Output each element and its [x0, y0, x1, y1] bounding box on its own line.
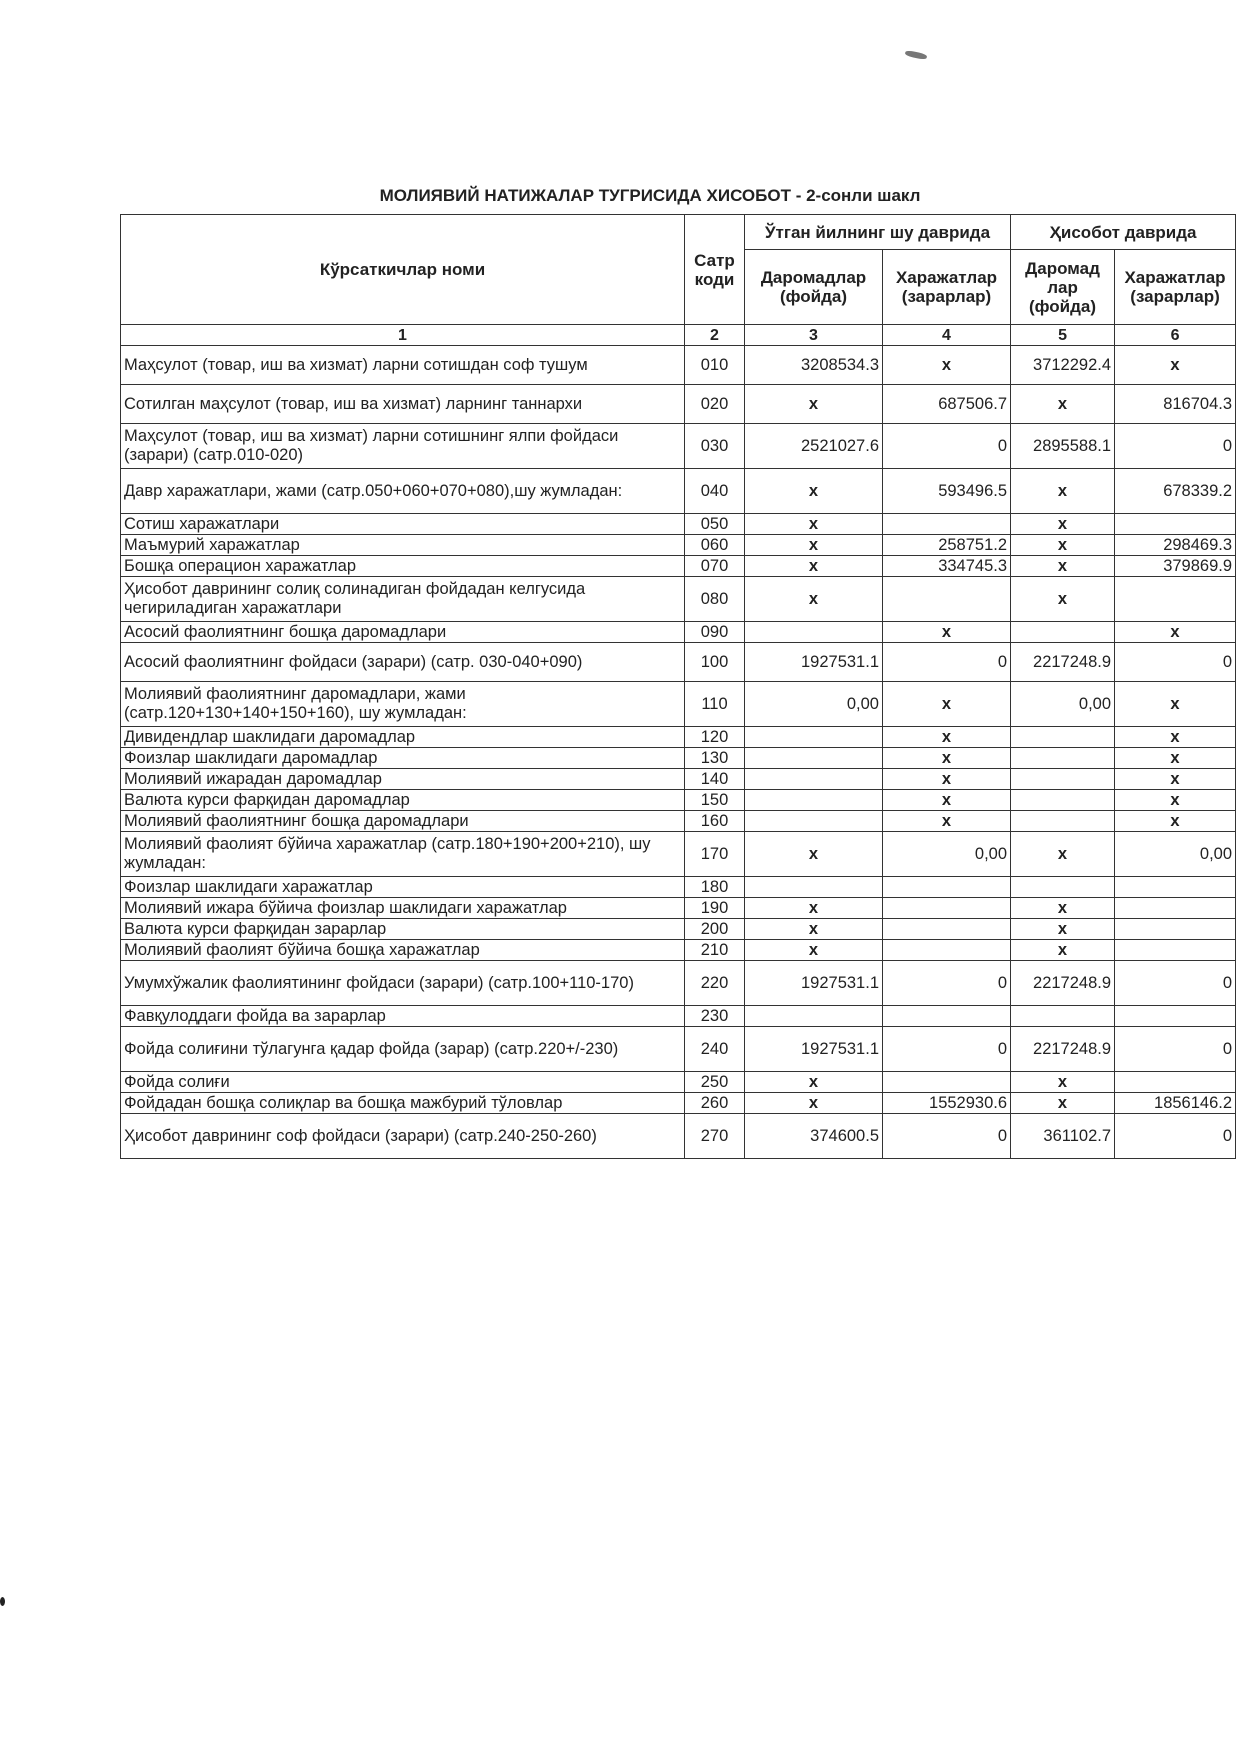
row-name: Маҳсулот (товар, иш ва хизмат) ларни сотишнинг ялпи фойдаси (зарари) (сатр.010-020): [121, 424, 685, 469]
column-number: 2: [685, 325, 745, 346]
table-row: [121, 424, 1236, 469]
cell-income-current: x: [1011, 832, 1115, 877]
cell-income-previous: x: [745, 940, 883, 961]
cell-income-current: x: [1011, 919, 1115, 940]
cell-income-current: [1011, 748, 1115, 769]
table-row: [121, 682, 1236, 727]
table-row: [121, 769, 1236, 790]
cell-expense-current: [1115, 577, 1236, 622]
cell-expense-current: [1115, 877, 1236, 898]
cell-income-current: x: [1011, 514, 1115, 535]
cell-expense-current: x: [1115, 727, 1236, 748]
cell-income-current: x: [1011, 1093, 1115, 1114]
row-name: Молиявий фаолият бўйича харажатлар (сатр.180+190+200+210), шу жумладан:: [121, 832, 685, 877]
cell-income-previous: 1927531.1: [745, 643, 883, 682]
cell-income-current: x: [1011, 577, 1115, 622]
table-row: [121, 898, 1236, 919]
cell-income-previous: [745, 748, 883, 769]
cell-expense-previous: [883, 514, 1011, 535]
table-row: [121, 832, 1236, 877]
cell-expense-current: [1115, 1006, 1236, 1027]
row-name: Сотилган маҳсулот (товар, иш ва хизмат) ларнинг таннархи: [121, 385, 685, 424]
table-row: [121, 811, 1236, 832]
table-row: [121, 1093, 1236, 1114]
row-code: 220: [685, 961, 745, 1006]
cell-income-previous: [745, 790, 883, 811]
header-income-previous: Даромадлар (фойда): [745, 250, 883, 325]
cell-income-previous: [745, 1006, 883, 1027]
cell-expense-current: [1115, 1072, 1236, 1093]
table-row: [121, 622, 1236, 643]
cell-expense-previous: [883, 577, 1011, 622]
cell-expense-previous: x: [883, 790, 1011, 811]
table-row: [121, 919, 1236, 940]
cell-income-current: [1011, 727, 1115, 748]
cell-income-current: 0,00: [1011, 682, 1115, 727]
cell-income-previous: x: [745, 832, 883, 877]
row-code: 130: [685, 748, 745, 769]
row-code: 060: [685, 535, 745, 556]
cell-income-current: 2217248.9: [1011, 961, 1115, 1006]
row-name: Молиявий ижарадан даромадлар: [121, 769, 685, 790]
cell-expense-current: 0: [1115, 961, 1236, 1006]
cell-income-current: 361102.7: [1011, 1114, 1115, 1159]
cell-income-previous: x: [745, 1072, 883, 1093]
table-row: [121, 748, 1236, 769]
cell-income-current: [1011, 1006, 1115, 1027]
cell-income-previous: x: [745, 385, 883, 424]
cell-expense-previous: x: [883, 682, 1011, 727]
cell-income-current: x: [1011, 940, 1115, 961]
cell-expense-current: 0: [1115, 424, 1236, 469]
cell-income-previous: x: [745, 556, 883, 577]
cell-income-previous: x: [745, 577, 883, 622]
row-name: Умумхўжалик фаолиятининг фойдаси (зарари) (сатр.100+110-170): [121, 961, 685, 1006]
cell-income-current: x: [1011, 385, 1115, 424]
cell-expense-current: [1115, 898, 1236, 919]
table-row: [121, 940, 1236, 961]
cell-expense-current: x: [1115, 811, 1236, 832]
cell-income-previous: 1927531.1: [745, 961, 883, 1006]
cell-income-previous: x: [745, 469, 883, 514]
row-name: Дивидендлар шаклидаги даромадлар: [121, 727, 685, 748]
row-name: Давр харажатлари, жами (сатр.050+060+070+080),шу жумладан:: [121, 469, 685, 514]
table-row: [121, 1072, 1236, 1093]
row-code: 120: [685, 727, 745, 748]
table-row: [121, 577, 1236, 622]
row-name: Фоизлар шаклидаги даромадлар: [121, 748, 685, 769]
row-code: 040: [685, 469, 745, 514]
row-code: 030: [685, 424, 745, 469]
row-name: Сотиш харажатлари: [121, 514, 685, 535]
row-code: 140: [685, 769, 745, 790]
cell-income-current: [1011, 622, 1115, 643]
cell-income-current: x: [1011, 469, 1115, 514]
cell-income-current: x: [1011, 556, 1115, 577]
cell-expense-current: 379869.9: [1115, 556, 1236, 577]
header-expense-current: Харажатлар (зарарлар): [1115, 250, 1236, 325]
cell-income-current: [1011, 877, 1115, 898]
row-name: Асосий фаолиятнинг фойдаси (зарари) (сатр. 030-040+090): [121, 643, 685, 682]
cell-expense-previous: x: [883, 622, 1011, 643]
row-code: 020: [685, 385, 745, 424]
cell-expense-current: x: [1115, 682, 1236, 727]
cell-expense-current: 0,00: [1115, 832, 1236, 877]
cell-expense-previous: x: [883, 748, 1011, 769]
row-name: Маҳсулот (товар, иш ва хизмат) ларни сотишдан соф тушум: [121, 346, 685, 385]
cell-expense-previous: x: [883, 346, 1011, 385]
cell-expense-current: 816704.3: [1115, 385, 1236, 424]
cell-income-previous: x: [745, 919, 883, 940]
cell-expense-previous: x: [883, 811, 1011, 832]
cell-expense-current: 0: [1115, 643, 1236, 682]
cell-income-previous: x: [745, 898, 883, 919]
header-indicator-name: Кўрсаткичлар номи: [121, 215, 685, 325]
row-code: 240: [685, 1027, 745, 1072]
cell-income-previous: [745, 622, 883, 643]
row-code: 260: [685, 1093, 745, 1114]
cell-expense-current: x: [1115, 346, 1236, 385]
row-code: 090: [685, 622, 745, 643]
row-name: Фойда солиғи: [121, 1072, 685, 1093]
cell-expense-previous: [883, 898, 1011, 919]
row-name: Фойдадан бошқа солиқлар ва бошқа мажбурий тўловлар: [121, 1093, 685, 1114]
table-row: [121, 643, 1236, 682]
cell-income-current: [1011, 811, 1115, 832]
column-number: 6: [1115, 325, 1236, 346]
cell-income-previous: x: [745, 535, 883, 556]
table-row: [121, 535, 1236, 556]
row-name: Валюта курси фарқидан зарарлар: [121, 919, 685, 940]
cell-income-current: x: [1011, 898, 1115, 919]
row-name: Молиявий ижара бўйича фоизлар шаклидаги харажатлар: [121, 898, 685, 919]
cell-expense-current: [1115, 940, 1236, 961]
cell-income-current: 3712292.4: [1011, 346, 1115, 385]
table-body: [121, 346, 1236, 1159]
cell-income-previous: 3208534.3: [745, 346, 883, 385]
table-row: [121, 346, 1236, 385]
row-code: 080: [685, 577, 745, 622]
header-reporting-period: Ҳисобот даврида: [1011, 215, 1236, 250]
cell-expense-previous: x: [883, 769, 1011, 790]
row-name: Маъмурий харажатлар: [121, 535, 685, 556]
row-name: Молиявий фаолият бўйича бошқа харажатлар: [121, 940, 685, 961]
row-code: 150: [685, 790, 745, 811]
table-row: [121, 1006, 1236, 1027]
cell-income-previous: [745, 769, 883, 790]
cell-income-previous: x: [745, 514, 883, 535]
row-name: Асосий фаолиятнинг бошқа даромадлари: [121, 622, 685, 643]
cell-expense-current: 678339.2: [1115, 469, 1236, 514]
row-code: 010: [685, 346, 745, 385]
row-name: Фойда солиғини тўлагунга қадар фойда (зарар) (сатр.220+/-230): [121, 1027, 685, 1072]
cell-expense-previous: 258751.2: [883, 535, 1011, 556]
cell-expense-current: x: [1115, 748, 1236, 769]
cell-expense-previous: [883, 1072, 1011, 1093]
table-row: [121, 469, 1236, 514]
header-row-code: Сатр коди: [685, 215, 745, 325]
cell-expense-previous: 0,00: [883, 832, 1011, 877]
cell-expense-current: 1856146.2: [1115, 1093, 1236, 1114]
table-row: [121, 727, 1236, 748]
cell-income-previous: [745, 811, 883, 832]
row-code: 250: [685, 1072, 745, 1093]
cell-expense-current: x: [1115, 790, 1236, 811]
cell-income-previous: 1927531.1: [745, 1027, 883, 1072]
table-row: [121, 877, 1236, 898]
header-expense-previous: Харажатлар (зарарлар): [883, 250, 1011, 325]
row-code: 170: [685, 832, 745, 877]
row-code: 270: [685, 1114, 745, 1159]
cell-expense-current: 298469.3: [1115, 535, 1236, 556]
row-code: 070: [685, 556, 745, 577]
cell-expense-current: 0: [1115, 1114, 1236, 1159]
cell-expense-previous: 0: [883, 1114, 1011, 1159]
row-code: 190: [685, 898, 745, 919]
cell-expense-previous: [883, 877, 1011, 898]
cell-income-previous: [745, 727, 883, 748]
row-name: Молиявий фаолиятнинг бошқа даромадлари: [121, 811, 685, 832]
cell-expense-previous: 687506.7: [883, 385, 1011, 424]
cell-expense-previous: [883, 1006, 1011, 1027]
table-row: [121, 556, 1236, 577]
cell-expense-current: [1115, 514, 1236, 535]
row-code: 050: [685, 514, 745, 535]
cell-expense-previous: 0: [883, 424, 1011, 469]
cell-income-current: 2217248.9: [1011, 643, 1115, 682]
scan-speck: [905, 50, 928, 60]
cell-income-current: 2895588.1: [1011, 424, 1115, 469]
table-row: [121, 961, 1236, 1006]
table-row: [121, 514, 1236, 535]
cell-income-previous: [745, 877, 883, 898]
cell-expense-previous: 0: [883, 643, 1011, 682]
row-name: Фоизлар шаклидаги харажатлар: [121, 877, 685, 898]
column-number: 4: [883, 325, 1011, 346]
scan-speck: [0, 1597, 5, 1606]
cell-expense-current: x: [1115, 622, 1236, 643]
cell-expense-current: 0: [1115, 1027, 1236, 1072]
row-code: 230: [685, 1006, 745, 1027]
row-code: 100: [685, 643, 745, 682]
cell-income-previous: 374600.5: [745, 1114, 883, 1159]
header-income-current: Даромад лар (фойда): [1011, 250, 1115, 325]
cell-income-previous: 2521027.6: [745, 424, 883, 469]
row-code: 200: [685, 919, 745, 940]
column-number: 1: [121, 325, 685, 346]
table-row: [121, 790, 1236, 811]
cell-expense-previous: 334745.3: [883, 556, 1011, 577]
cell-expense-previous: 593496.5: [883, 469, 1011, 514]
financial-results-table: [120, 214, 1236, 1159]
row-name: Ҳисобот даврининг солиқ солинадиган фойдадан келгусида чегириладиган харажатлари: [121, 577, 685, 622]
cell-income-current: 2217248.9: [1011, 1027, 1115, 1072]
row-code: 110: [685, 682, 745, 727]
row-name: Ҳисобот даврининг соф фойдаси (зарари) (сатр.240-250-260): [121, 1114, 685, 1159]
table-row: [121, 385, 1236, 424]
cell-income-current: [1011, 769, 1115, 790]
row-code: 210: [685, 940, 745, 961]
row-code: 180: [685, 877, 745, 898]
row-name: Валюта курси фарқидан даромадлар: [121, 790, 685, 811]
cell-expense-previous: 1552930.6: [883, 1093, 1011, 1114]
table-row: [121, 1114, 1236, 1159]
cell-expense-previous: 0: [883, 961, 1011, 1006]
cell-income-current: [1011, 790, 1115, 811]
cell-expense-previous: [883, 940, 1011, 961]
row-code: 160: [685, 811, 745, 832]
column-number: 3: [745, 325, 883, 346]
cell-expense-previous: 0: [883, 1027, 1011, 1072]
cell-income-previous: 0,00: [745, 682, 883, 727]
cell-expense-current: x: [1115, 769, 1236, 790]
cell-income-current: x: [1011, 535, 1115, 556]
report-title: МОЛИЯВИЙ НАТИЖАЛАР ТУГРИСИДА ХИСОБОТ - 2-сонли шакл: [379, 186, 921, 205]
row-name: Молиявий фаолиятнинг даромадлари, жами (сатр.120+130+140+150+160), шу жумладан:: [121, 682, 685, 727]
cell-expense-current: [1115, 919, 1236, 940]
table-row: [121, 1027, 1236, 1072]
cell-expense-previous: [883, 919, 1011, 940]
row-name: Бошқа операцион харажатлар: [121, 556, 685, 577]
column-number: 5: [1011, 325, 1115, 346]
cell-income-previous: x: [745, 1093, 883, 1114]
cell-income-current: x: [1011, 1072, 1115, 1093]
row-name: Фавқулоддаги фойда ва зарарлар: [121, 1006, 685, 1027]
cell-expense-previous: x: [883, 727, 1011, 748]
header-previous-period: Ўтган йилнинг шу даврида: [745, 215, 1011, 250]
